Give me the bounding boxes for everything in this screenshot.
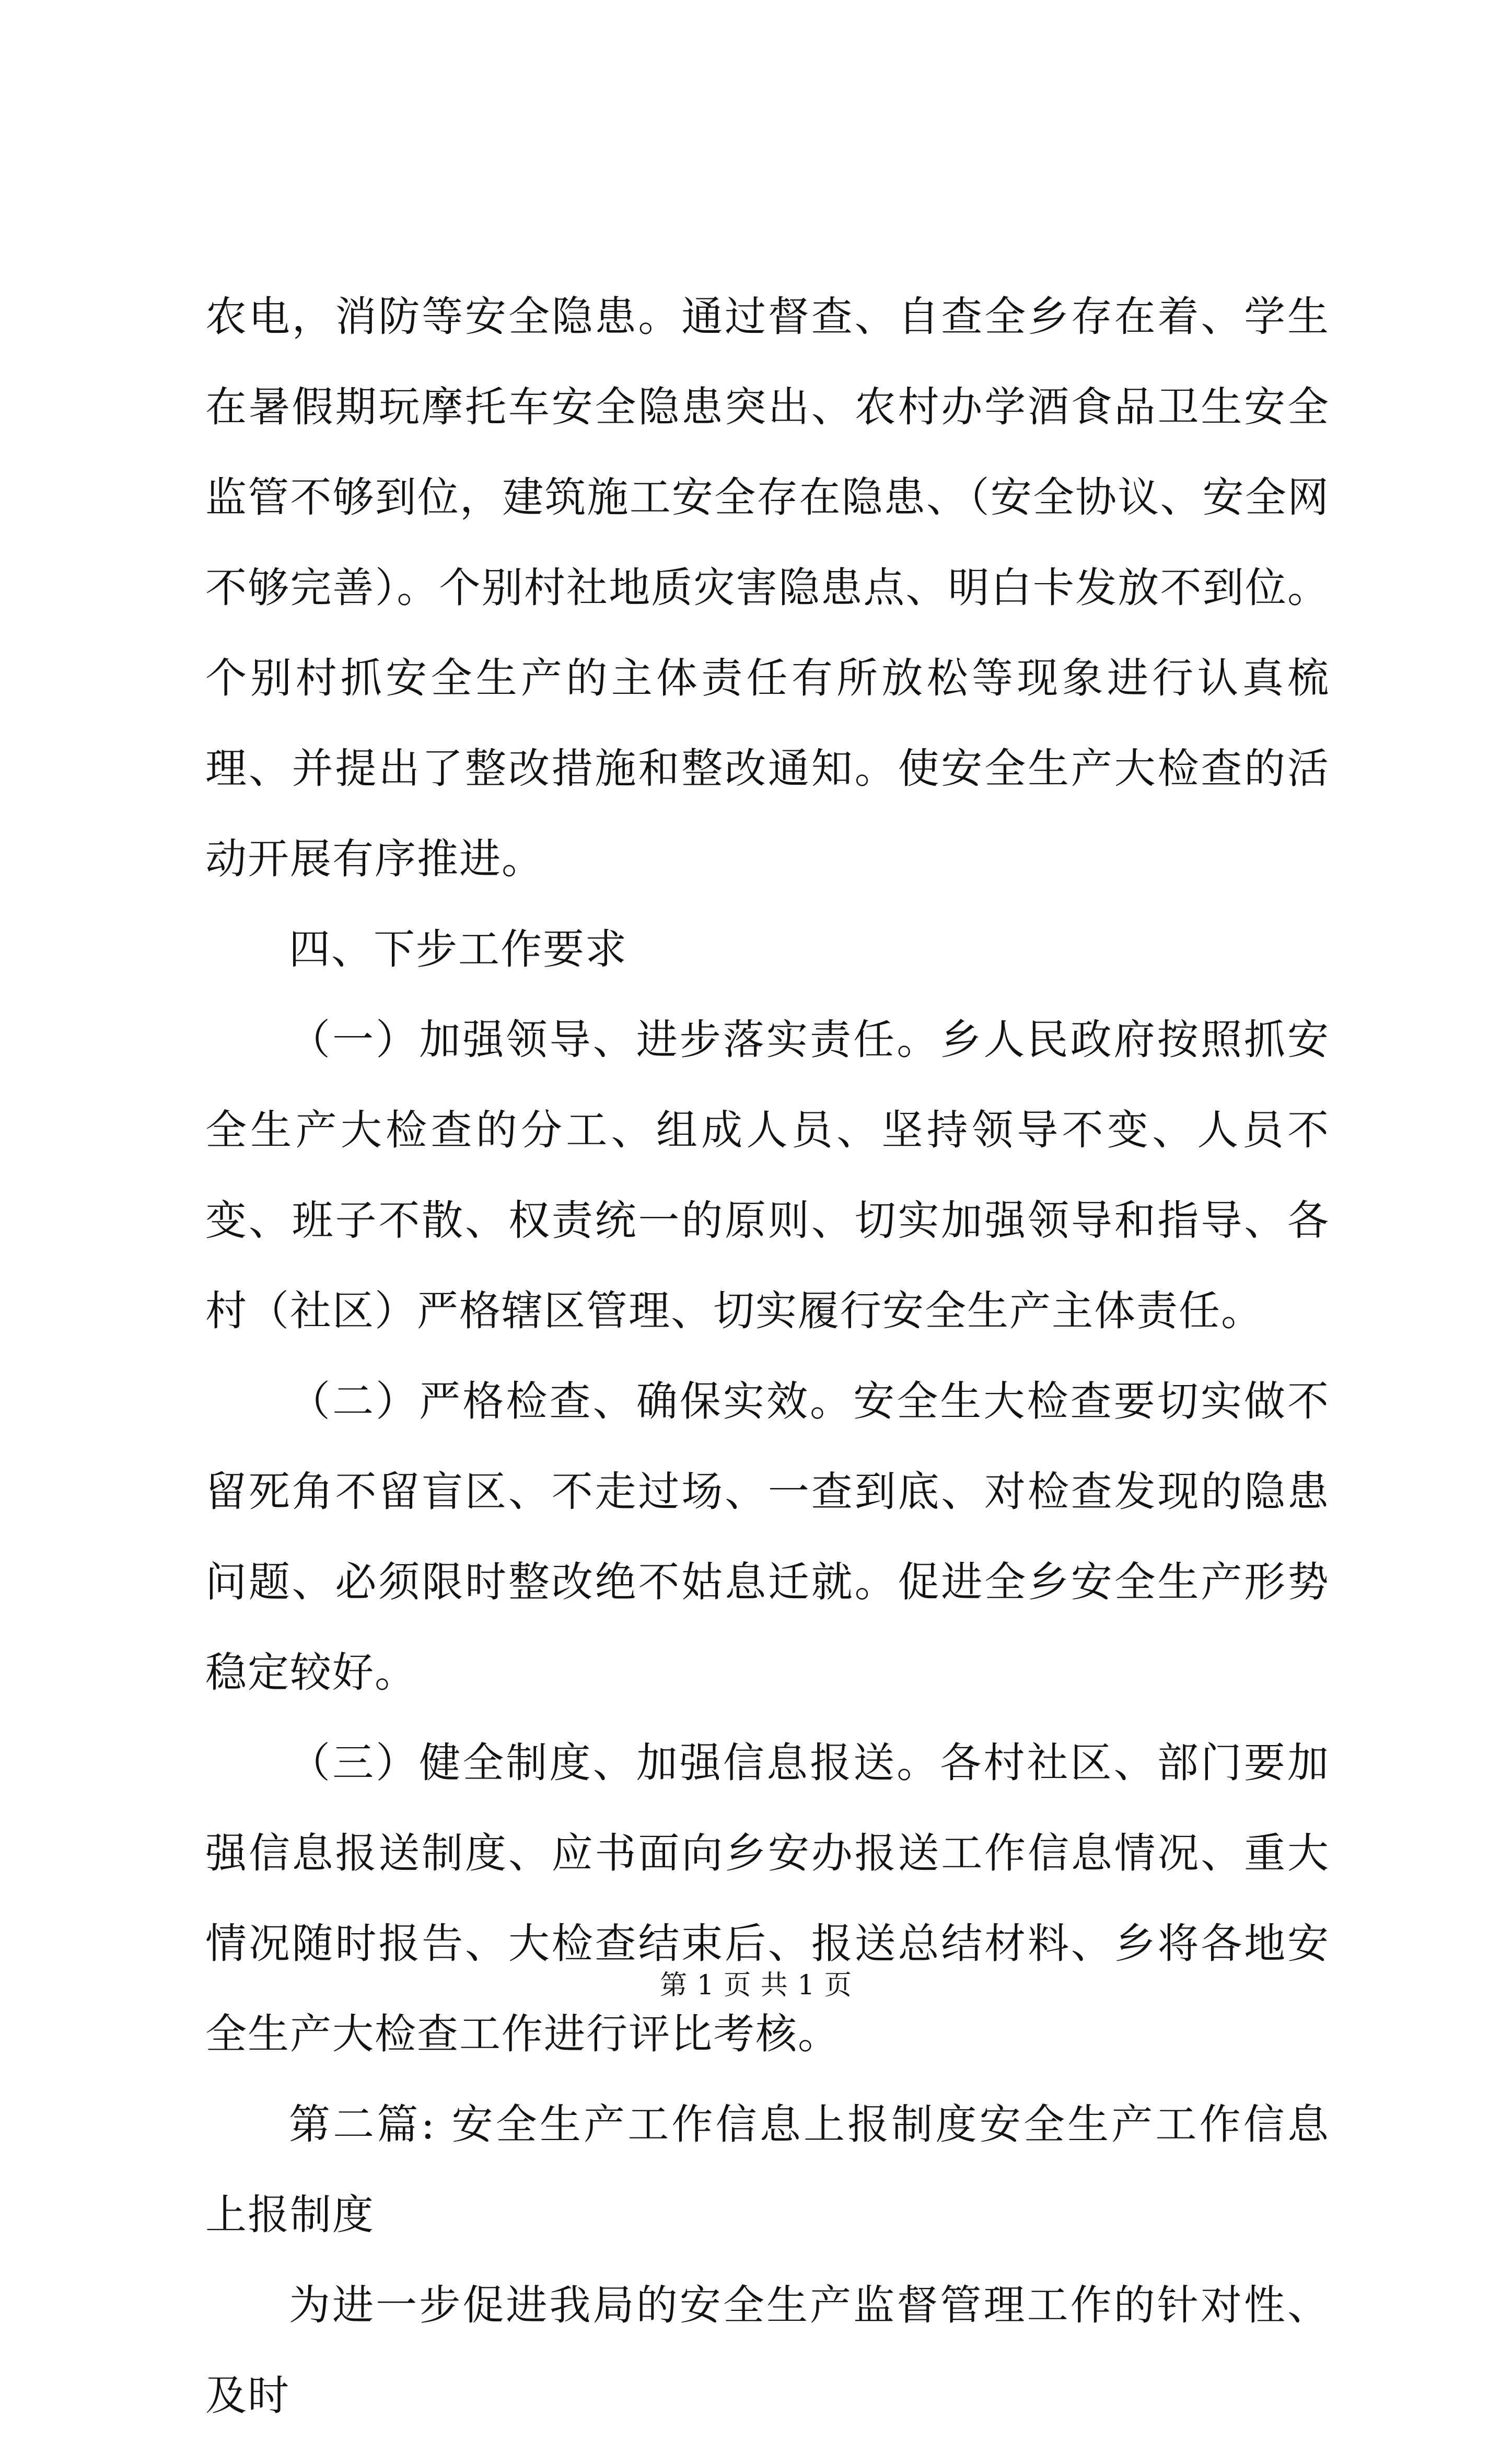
paragraph-continuation: 农电，消防等安全隐患。通过督查、自查全乡存在着、学生在暑假期玩摩托车安全隐患突出、农村办学酒食品卫生安全监管不够到位，建筑施工安全存在隐患、（安全协议、安全网不够完善）。个别村社地质灾害隐患点、明白卡发放不到位。个别村抓安全生产的主体责任有所放松等现象进行认真梳理、并提出了整改措施和整改通知。使安全生产大检查的活动开展有序推进。 (205, 293, 1330, 883)
article-title: 第二篇: 安全生产工作信息上报制度安全生产工作信息上报制度 (205, 2100, 1330, 2239)
section-heading: 四、下步工作要求 (289, 925, 627, 973)
paragraph-item-2: （二）严格检查、确保实效。安全生大检查要切实做不留死角不留盲区、不走过场、一查到底、对检查发现的隐患问题、必须限时整改绝不姑息迁就。促进全乡安全生产形势稳定较好。 (205, 1377, 1330, 1696)
paragraph-item-1: （一）加强领导、进步落实责任。乡人民政府按照抓安全生产大检查的分工、组成人员、坚持领导不变、人员不变、班子不散、权责统一的原则、切实加强领导和指导、各村（社区）严格辖区管理、切实履行安全生产主体责任。 (205, 1016, 1330, 1335)
page-footer: 第 1 页 共 1 页 (660, 1970, 852, 2001)
paragraph-item-3: （三）健全制度、加强信息报送。各村社区、部门要加强信息报送制度、应书面向乡安办报送工作信息情况、重大情况随时报告、大检查结束后、报送总结材料、乡将各地安全生产大检查工作进行评比考核。 (205, 1739, 1330, 2058)
document-body (205, 272, 1330, 2441)
paragraph-intro: 为进一步促进我局的安全生产监督管理工作的针对性、及时 (205, 2281, 1330, 2420)
